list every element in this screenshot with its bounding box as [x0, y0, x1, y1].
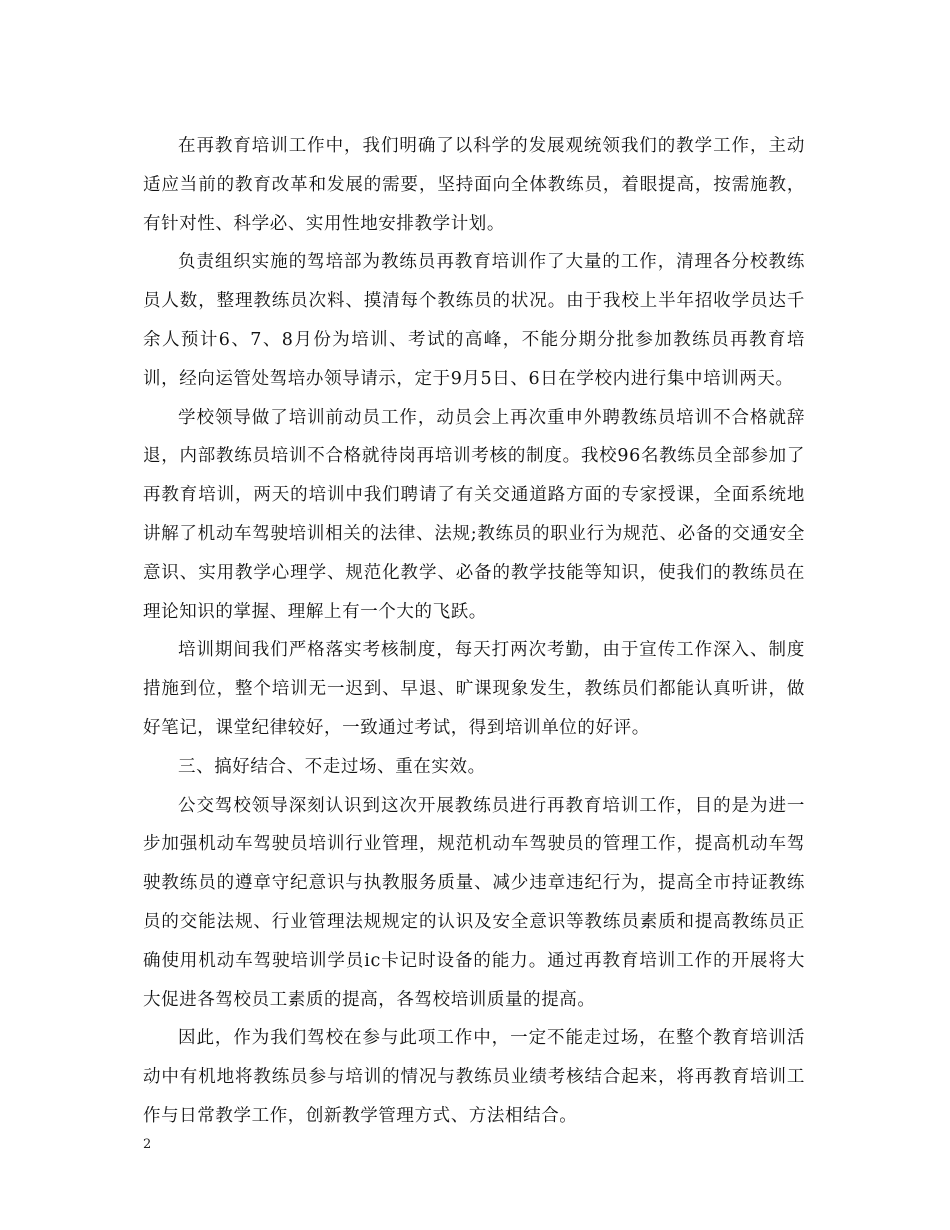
paragraph-4: 培训期间我们严格落实考核制度，每天打两次考勤，由于宣传工作深入、制度措施到位，整个培训无一迟到、早退、旷课现象发生，教练员们都能认真听讲，做好笔记，课堂纪律较好，一致通过考试，得到培训单位的好评。	[143, 640, 805, 738]
paragraph-2: 负责组织实施的驾培部为教练员再教育培训作了大量的工作，清理各分校教练员人数，整理教练员次料、摸清每个教练员的状况。由于我校上半年招收学员达千余人预计6、7、8月份为培训、考试的高峰，不能分期分批参加教练员再教育培训，经向运管处驾培办领导请示，定于9月5日、6日在学校内进行集中培训两天。	[143, 252, 805, 389]
paragraph-6: 因此，作为我们驾校在参与此项工作中，一定不能走过场，在整个教育培训活动中有机地将教练员参与培训的情况与教练员业绩考核结合起来，将再教育培训工作与日常教学工作，创新教学管理方式、方法相结合。	[143, 1028, 805, 1126]
paragraph-5: 公交驾校领导深刻认识到这次开展教练员进行再教育培训工作，目的是为进一步加强机动车驾驶员培训行业管理，规范机动车驾驶员的管理工作，提高机动车驾驶教练员的遵章守纪意识与执教服务质量、减少违章违纪行为，提高全市持证教练员的交能法规、行业管理法规规定的认识及安全意识等教练员素质和提高教练员正确使用机动车驾驶培训学员ic卡记时设备的能力。通过再教育培训工作的开展将大大促进各驾校员工素质的提高，各驾校培训质量的提高。	[143, 795, 805, 1010]
paragraph-3: 学校领导做了培训前动员工作，动员会上再次重申外聘教练员培训不合格就辞退，内部教练员培训不合格就待岗再培训考核的制度。我校96名教练员全部参加了再教育培训，两天的培训中我们聘请了有关交通道路方面的专家授课，全面系统地讲解了机动车驾驶培训相关的法律、法规;教练员的职业行为规范、必备的交通安全意识、实用教学心理学、规范化教学、必备的教学技能等知识，使我们的教练员在理论知识的掌握、理解上有一个大的飞跃。	[143, 407, 805, 622]
page-number: 2	[143, 1137, 152, 1152]
section-heading: 三、搞好结合、不走过场、重在实效。	[178, 756, 486, 777]
document-body	[143, 127, 805, 1136]
paragraph-1: 在再教育培训工作中，我们明确了以科学的发展观统领我们的教学工作，主动适应当前的教育改革和发展的需要，坚持面向全体教练员，着眼提高，按需施教，有针对性、科学必、实用性地安排教学计划。	[143, 136, 805, 234]
